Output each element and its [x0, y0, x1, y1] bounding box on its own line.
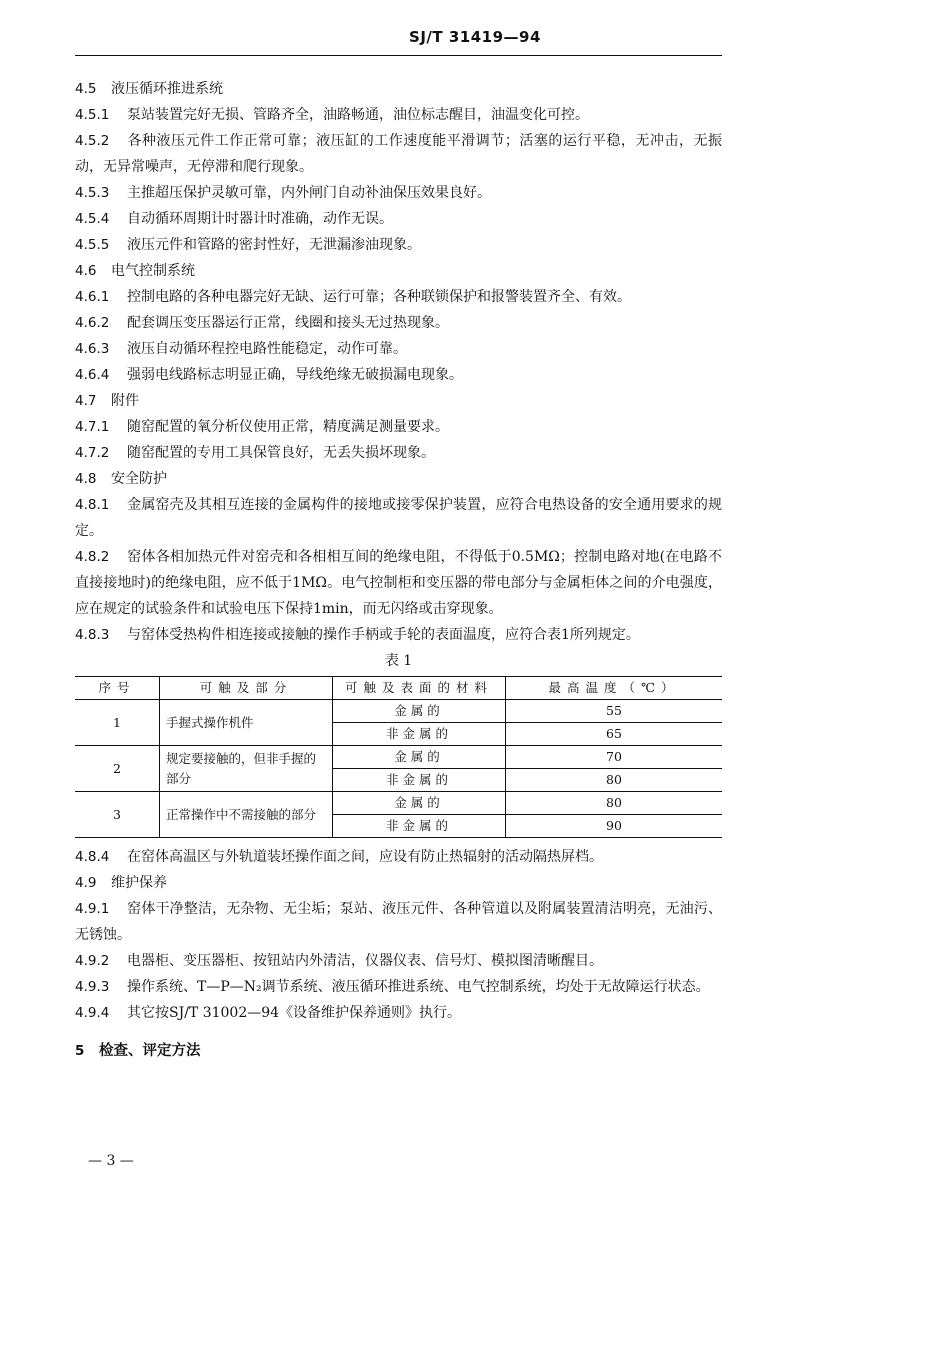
clause-text: 窑体各相加热元件对窑壳和各相相互间的绝缘电阻，不得低于0.5MΩ；控制电路对地(在电路不直接接地时)的绝缘电阻，应不低于1MΩ。电气控制柜和变压器的带电部分与金属柜体之间的介电强度，应在规定的试验条件和试验电压下保持1min，而无闪络或击穿现象。	[75, 549, 722, 617]
clause-text: 各种液压元件工作正常可靠；液压缸的工作速度能平滑调节；活塞的运行平稳，无冲击，无振动，无异常噪声，无停滞和爬行现象。	[75, 133, 722, 175]
clause-number: 4.5	[75, 81, 97, 97]
clause-number: 4.7.1	[75, 419, 110, 435]
cell-no: 1	[75, 700, 160, 746]
clause-number: 4.9.2	[75, 953, 110, 969]
clause-paragraph	[75, 284, 722, 310]
clause-text: 其它按SJ/T 31002—94《设备维护保养通则》执行。	[127, 1005, 462, 1021]
clause-paragraph	[75, 896, 722, 948]
clause-number: 4.6.4	[75, 367, 110, 383]
cell-temp: 90	[506, 815, 723, 838]
section-heading	[75, 258, 722, 284]
cell-part: 手握式操作机件	[160, 700, 333, 746]
clause-paragraph	[75, 102, 722, 128]
header-part: 可触及部分	[160, 677, 333, 700]
clause-number: 4.5.5	[75, 237, 110, 253]
clause-text: 液压循环推进系统	[111, 81, 223, 97]
clause-text: 液压元件和管路的密封性好，无泄漏渗油现象。	[127, 237, 421, 253]
clause-number: 4.6.2	[75, 315, 110, 331]
clause-number: 4.9	[75, 875, 97, 891]
header-rule	[75, 55, 722, 56]
clause-paragraph	[75, 232, 722, 258]
clause-text: 主推超压保护灵敏可靠，内外闸门自动补油保压效果良好。	[127, 185, 491, 201]
clause-text: 强弱电线路标志明显正确，导线绝缘无破损漏电现象。	[127, 367, 463, 383]
clause-number: 4.6	[75, 263, 97, 279]
cell-no: 2	[75, 746, 160, 792]
section-heading	[75, 466, 722, 492]
clause-text: 操作系统、T—P—N₂调节系统、液压循环推进系统、电气控制系统，均处于无故障运行状态。	[127, 979, 710, 995]
clause-text: 附件	[111, 393, 139, 409]
clause-paragraph	[75, 948, 722, 974]
section-heading	[75, 388, 722, 414]
clause-number: 4.8.3	[75, 627, 110, 643]
clause-paragraph	[75, 622, 722, 648]
section-heading	[75, 76, 722, 102]
clause-text: 随窑配置的氧分析仪使用正常，精度满足测量要求。	[127, 419, 449, 435]
cell-part: 规定要接触的，但非手握的部分	[160, 746, 333, 792]
clause-text: 维护保养	[111, 875, 167, 891]
clause-text: 窑体干净整洁，无杂物、无尘垢；泵站、液压元件、各种管道以及附属装置清洁明亮，无油污、无锈蚀。	[75, 901, 722, 943]
table-header-row	[75, 677, 722, 700]
cell-part: 正常操作中不需接触的部分	[160, 792, 333, 838]
clause-number: 4.8	[75, 471, 97, 487]
clause-number: 4.6.1	[75, 289, 110, 305]
clause-paragraph	[75, 180, 722, 206]
cell-material: 非金属的	[333, 769, 506, 792]
cell-temp: 80	[506, 769, 723, 792]
cell-no: 3	[75, 792, 160, 838]
cell-temp: 55	[506, 700, 723, 723]
cell-material: 非金属的	[333, 723, 506, 746]
cell-temp: 80	[506, 792, 723, 815]
document-body	[75, 76, 722, 1064]
table-row	[75, 746, 722, 769]
cell-material: 金属的	[333, 746, 506, 769]
clause-text: 与窑体受热构件相连接或接触的操作手柄或手轮的表面温度，应符合表1所列规定。	[127, 627, 640, 643]
header-material: 可触及表面的材料	[333, 677, 506, 700]
clause-paragraph	[75, 844, 722, 870]
clause-number: 4.9.3	[75, 979, 110, 995]
cell-temp: 65	[506, 723, 723, 746]
clause-paragraph	[75, 544, 722, 622]
clause-text: 金属窑壳及其相互连接的金属构件的接地或接零保护装置，应符合电热设备的安全通用要求的规定。	[75, 497, 722, 539]
cell-material: 金属的	[333, 700, 506, 723]
header-no: 序号	[75, 677, 160, 700]
clause-number: 4.7	[75, 393, 97, 409]
clause-paragraph	[75, 974, 722, 1000]
clause-text: 液压自动循环程控电路性能稳定，动作可靠。	[127, 341, 407, 357]
section-number: 5	[75, 1043, 85, 1059]
clauses-part-1	[75, 76, 722, 648]
clauses-part-2	[75, 844, 722, 1026]
page-header: SJ/T 31419—94	[409, 28, 541, 46]
clause-paragraph	[75, 1000, 722, 1026]
clause-paragraph	[75, 492, 722, 544]
clause-paragraph	[75, 206, 722, 232]
clause-number: 4.7.2	[75, 445, 110, 461]
cell-material: 非金属的	[333, 815, 506, 838]
table-row	[75, 700, 722, 723]
clause-paragraph	[75, 128, 722, 180]
section-title: 检查、评定方法	[99, 1043, 201, 1059]
clause-number: 4.5.2	[75, 133, 110, 149]
cell-temp: 70	[506, 746, 723, 769]
clause-number: 4.8.2	[75, 549, 110, 565]
clause-text: 电气控制系统	[111, 263, 195, 279]
clause-number: 4.8.1	[75, 497, 110, 513]
clause-text: 控制电路的各种电器完好无缺、运行可靠；各种联锁保护和报警装置齐全、有效。	[127, 289, 631, 305]
clause-number: 4.6.3	[75, 341, 110, 357]
table-caption: 表 1	[384, 653, 413, 669]
header-temp: 最高温度（℃）	[506, 677, 723, 700]
clause-number: 4.9.1	[75, 901, 110, 917]
table-row	[75, 792, 722, 815]
clause-paragraph	[75, 310, 722, 336]
clause-text: 泵站装置完好无损、管路齐全，油路畅通，油位标志醒目，油温变化可控。	[127, 107, 589, 123]
clause-text: 自动循环周期计时器计时准确，动作无误。	[127, 211, 393, 227]
clause-paragraph	[75, 440, 722, 466]
cell-material: 金属的	[333, 792, 506, 815]
clause-text: 随窑配置的专用工具保管良好，无丢失损坏现象。	[127, 445, 435, 461]
page-number: — 3 —	[88, 1153, 134, 1169]
clause-number: 4.9.4	[75, 1005, 110, 1021]
clause-number: 4.5.1	[75, 107, 110, 123]
clause-text: 在窑体高温区与外轨道装坯操作面之间，应设有防止热辐射的活动隔热屏档。	[127, 849, 603, 865]
clause-text: 电器柜、变压器柜、按钮站内外清洁，仪器仪表、信号灯、模拟图清晰醒目。	[127, 953, 603, 969]
clause-text: 配套调压变压器运行正常，线圈和接头无过热现象。	[127, 315, 449, 331]
clause-paragraph	[75, 336, 722, 362]
section-heading	[75, 870, 722, 896]
temperature-table	[75, 676, 722, 838]
clause-paragraph	[75, 362, 722, 388]
clause-text: 安全防护	[111, 471, 167, 487]
clause-number: 4.5.4	[75, 211, 110, 227]
clause-number: 4.8.4	[75, 849, 110, 865]
clause-number: 4.5.3	[75, 185, 110, 201]
section-5-heading	[75, 1038, 722, 1064]
clause-paragraph	[75, 414, 722, 440]
